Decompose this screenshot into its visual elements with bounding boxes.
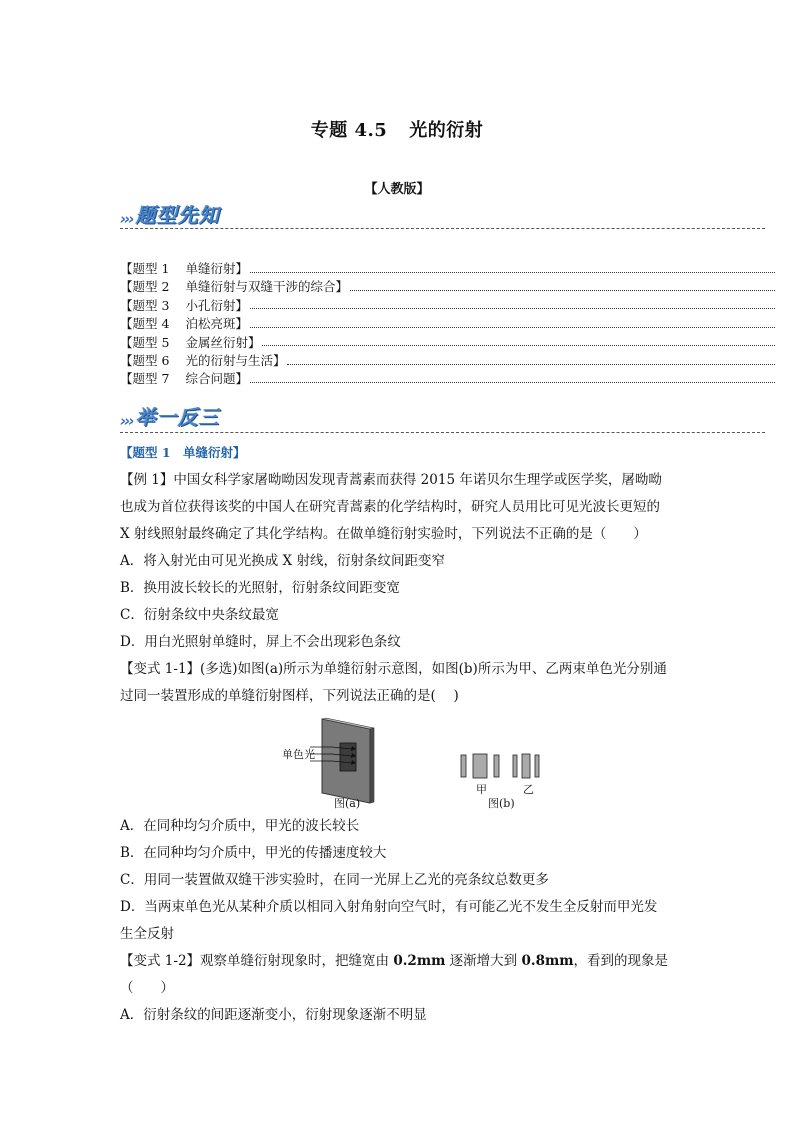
- title-main: 光的衍射: [409, 120, 484, 141]
- fringe-yi: [535, 755, 539, 777]
- example-1: [120, 467, 680, 710]
- option-a: A．将入射光由可见光换成 X 射线，衍射条纹间距变窄: [120, 553, 445, 569]
- fringe-jia: [461, 755, 466, 777]
- toc-item-name: 小孔衍射】: [185, 297, 248, 313]
- toc-item[interactable]: [120, 296, 775, 314]
- fringe-yi-center: [522, 754, 530, 778]
- variant-1-2-line: [120, 948, 680, 975]
- toc-leader: [250, 381, 775, 383]
- caption-a: 图(a): [334, 797, 361, 810]
- toc-item-name: 单缝衍射与双缝干涉的综合】: [185, 279, 348, 295]
- variant-1-1-options: [120, 813, 680, 1029]
- option-d: D．用白光照射单缝时，屏上不会出现彩色条纹: [120, 634, 401, 650]
- toc-item-name: 单缝衍射】: [185, 261, 248, 276]
- slit-width-end: 0.8mm: [521, 953, 574, 969]
- option-b: B．换用波长较长的光照射，衍射条纹间距变宽: [120, 580, 400, 596]
- toc-item-name: 综合问题】: [185, 371, 248, 387]
- option-c: C．用同一装置做双缝干涉实验时，在同一光屏上乙光的亮条纹总数更多: [120, 872, 549, 888]
- fringe-jia-center: [473, 754, 487, 778]
- toc-item[interactable]: [120, 314, 775, 332]
- option-d-continued: 生全反射: [120, 926, 174, 942]
- toc-item-number: 【题型 4: [120, 316, 170, 332]
- toc-item-number: 【题型 5: [120, 334, 170, 350]
- toc-item-number: 【题型 3: [120, 297, 170, 313]
- toc-item[interactable]: [120, 333, 775, 351]
- banner-title: 举一反三: [135, 405, 220, 429]
- variant-1-2-text: 【变式 1-2】观察单缝衍射现象时，把缝宽由: [120, 953, 394, 969]
- option-d: D．当两束单色光从某种介质以相同入射角射向空气时，有可能乙光不发生全反射而甲光发: [120, 899, 658, 915]
- toc-leader: [287, 363, 775, 365]
- section-heading: 【题型 1 单缝衍射】: [120, 445, 246, 460]
- table-of-contents: [120, 259, 775, 388]
- label-jia: 甲: [476, 783, 487, 796]
- figure-b-patterns: [458, 752, 542, 780]
- toc-item-number: 【题型 6: [120, 352, 170, 368]
- banner-type-overview: [120, 200, 220, 228]
- variant-text-line: 过同一装置形成的单缝衍射图样，下列说法正确的是( ): [120, 688, 459, 704]
- fringe-jia: [494, 755, 499, 777]
- toc-item-name: 金属丝衍射】: [185, 334, 261, 350]
- light-label: 单色光: [282, 748, 315, 761]
- banner-arrows-icon: ›››: [120, 412, 133, 430]
- option-a: A．在同种均匀介质中，甲光的波长较长: [120, 818, 360, 834]
- fringe-yi: [513, 755, 517, 777]
- toc-item-number: 【题型 7: [120, 371, 170, 387]
- banner-divider: [120, 432, 765, 433]
- variant-text-line: 【变式 1-1】(多选)如图(a)所示为单缝衍射示意图，如图(b)所示为甲、乙两束单色光分别通: [120, 661, 667, 677]
- banner-divider: [120, 228, 765, 229]
- toc-item-number: 【题型 2: [120, 279, 170, 295]
- page-title: [0, 116, 794, 142]
- toc-item-number: 【题型 1: [120, 261, 170, 276]
- option-a: A．衍射条纹的间距逐渐变小，衍射现象逐渐不明显: [120, 1007, 427, 1023]
- toc-leader: [250, 326, 775, 328]
- option-b: B．在同种均匀介质中，甲光的传播速度较大: [120, 845, 387, 861]
- variant-1-2-text: ，看到的现象是: [573, 953, 669, 969]
- example-text-line: 也成为首位获得该奖的中国人在研究青蒿素的化学结构时，研究人员用比可见光波长更短的: [120, 499, 660, 515]
- toc-item[interactable]: [120, 369, 775, 387]
- toc-item[interactable]: [120, 259, 775, 277]
- banner-examples: [120, 402, 220, 430]
- title-prefix: 专题 4.5: [310, 120, 388, 141]
- toc-leader: [262, 344, 775, 346]
- toc-leader: [250, 307, 775, 309]
- toc-item[interactable]: [120, 351, 775, 369]
- example-text-line: X 射线照射最终确定了其化学结构。在做单缝衍射实验时，下列说法不正确的是（ ）: [120, 526, 647, 542]
- variant-1-2-blank: （ ）: [120, 980, 174, 996]
- toc-item-name: 泊松亮斑】: [185, 316, 248, 332]
- variant-1-2-text: 逐渐增大到: [445, 953, 522, 969]
- toc-leader: [350, 289, 775, 291]
- option-c: C．衍射条纹中央条纹最宽: [120, 607, 279, 623]
- edition-label: 【人教版】: [364, 182, 430, 197]
- banner-title: 题型先知: [135, 203, 220, 227]
- banner-arrows-icon: ›››: [120, 210, 133, 228]
- toc-item-name: 光的衍射与生活】: [185, 352, 286, 368]
- label-yi: 乙: [523, 783, 534, 796]
- example-text-line: 【例 1】中国女科学家屠呦呦因发现青蒿素而获得 2015 年诺贝尔生理学或医学奖，屠呦呦: [120, 472, 662, 488]
- slit-width-start: 0.2mm: [393, 953, 446, 969]
- toc-item[interactable]: [120, 277, 775, 295]
- toc-leader: [250, 271, 775, 273]
- caption-b: 图(b): [488, 797, 515, 810]
